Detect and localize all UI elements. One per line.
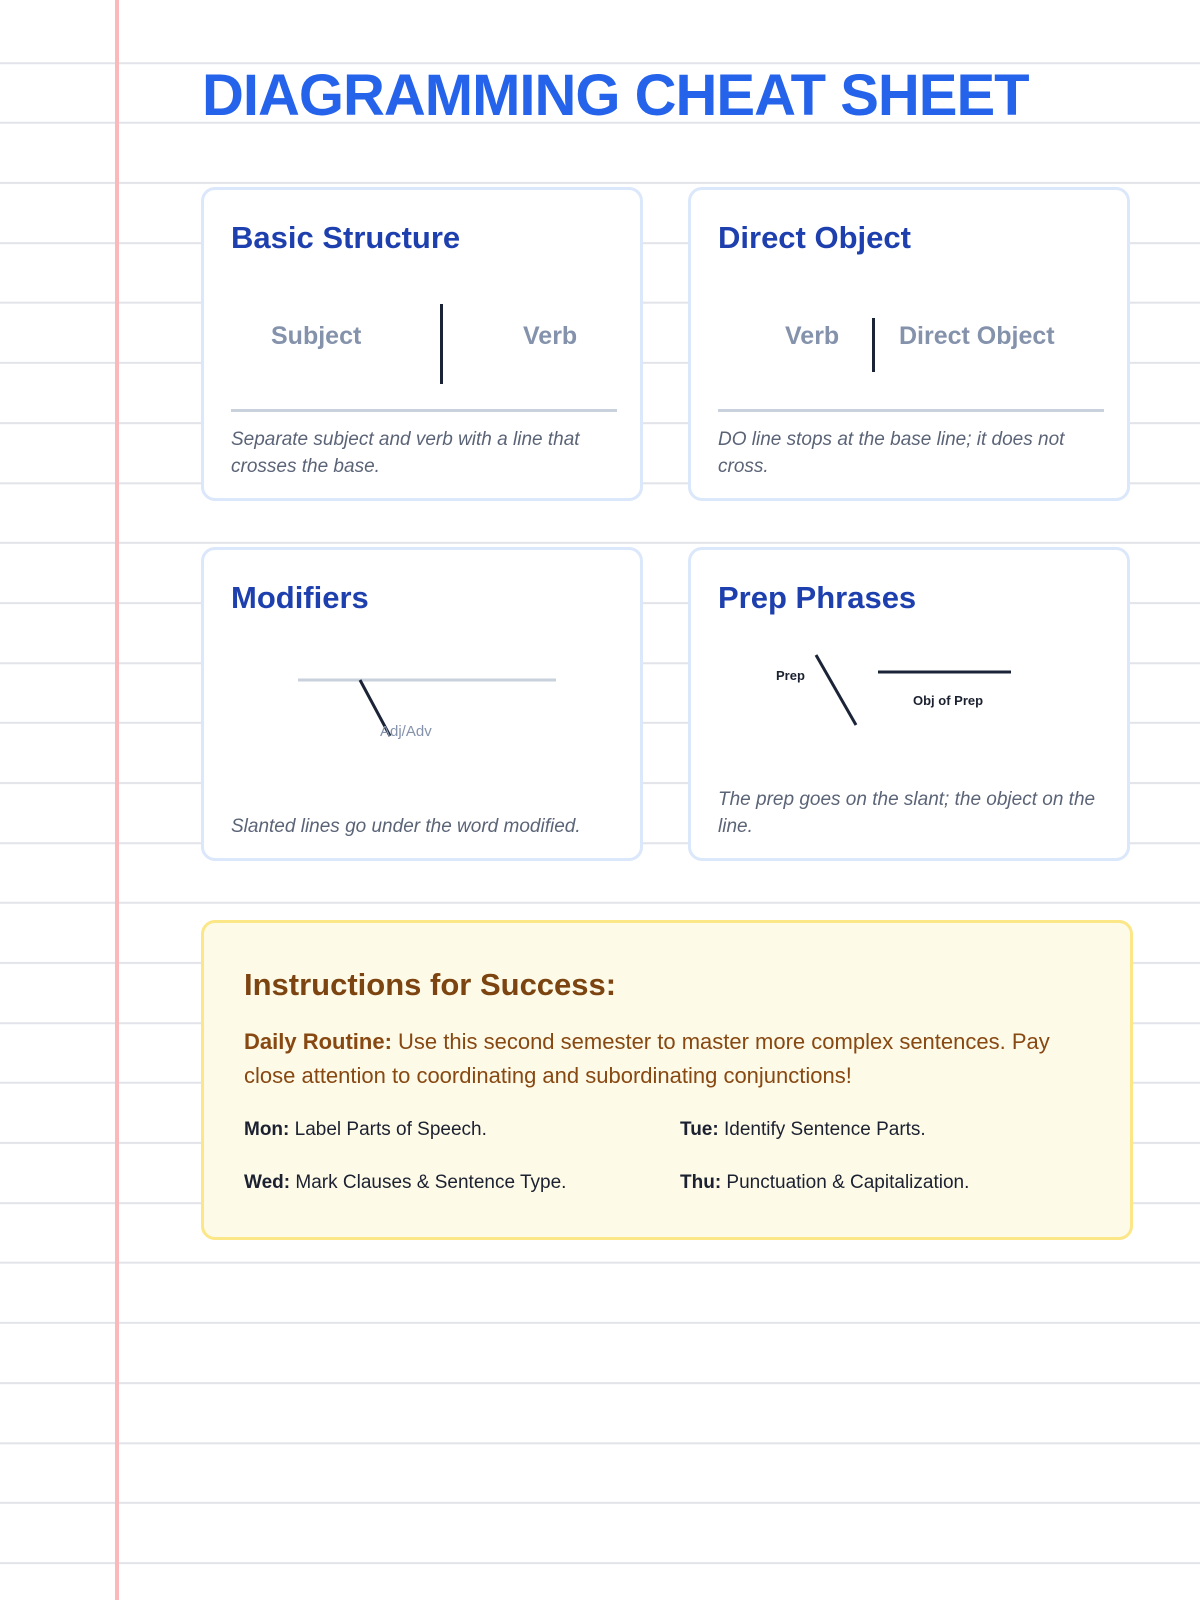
- daily-routine-body: Use this second semester to master more complex sentences. Pay close attention to coordinating and subordinating conjunctions!: [244, 1029, 1050, 1088]
- card-title: Modifiers: [231, 580, 369, 615]
- diagram-label-adj-adv: Adj/Adv: [380, 723, 432, 740]
- diagram-label-subject: Subject: [271, 322, 362, 350]
- page-title: DIAGRAMMING CHEAT SHEET: [202, 63, 1029, 128]
- instructions-title: Instructions for Success:: [244, 967, 617, 1002]
- notebook-margin-line: [115, 0, 119, 1600]
- diagram-label-verb: Verb: [523, 322, 578, 350]
- diagram-label-obj-of-prep: Obj of Prep: [913, 693, 984, 708]
- schedule-task: Punctuation & Capitalization.: [721, 1172, 970, 1193]
- instructions-box: [201, 920, 1133, 1240]
- schedule-day: Wed:: [244, 1172, 291, 1193]
- schedule-task: Mark Clauses & Sentence Type.: [290, 1172, 567, 1193]
- schedule-item-thu: [680, 1172, 969, 1194]
- daily-routine-text: [244, 1025, 1094, 1093]
- diagram-prep-slant: [816, 655, 856, 725]
- diagram-label-verb: Verb: [785, 322, 840, 350]
- schedule-task: Label Parts of Speech.: [289, 1119, 487, 1140]
- card-note: Separate subject and verb with a line that crosses the base.: [231, 429, 580, 477]
- diagram-label-direct-object: Direct Object: [899, 322, 1055, 350]
- card-title: Basic Structure: [231, 220, 461, 255]
- schedule-item-tue: [680, 1119, 926, 1141]
- schedule-item-wed: [244, 1172, 566, 1194]
- card-note: The prep goes on the slant; the object on the line.: [718, 789, 1096, 837]
- schedule-day: Tue:: [680, 1119, 719, 1140]
- diagram-subject-verb-divider: [440, 304, 443, 384]
- schedule-day: Mon:: [244, 1119, 290, 1140]
- card-note: DO line stops at the base line; it does not cross.: [718, 429, 1065, 477]
- diagram-verb-object-divider: [872, 318, 875, 372]
- daily-routine-label: Daily Routine:: [244, 1029, 392, 1054]
- card-modifiers: [201, 547, 643, 861]
- card-title: Prep Phrases: [718, 580, 917, 615]
- diagram-baseline: [231, 409, 617, 412]
- schedule-task: Identify Sentence Parts.: [718, 1119, 926, 1140]
- card-basic-structure: [201, 187, 643, 501]
- modifier-diagram: [204, 550, 640, 858]
- diagram-label-prep: Prep: [776, 668, 805, 683]
- schedule-day: Thu:: [680, 1172, 722, 1193]
- card-direct-object: [688, 187, 1130, 501]
- card-note: Slanted lines go under the word modified.: [231, 816, 581, 837]
- diagram-baseline: [718, 409, 1104, 412]
- schedule-item-mon: [244, 1119, 487, 1141]
- card-prep-phrases: [688, 547, 1130, 861]
- card-title: Direct Object: [718, 220, 911, 255]
